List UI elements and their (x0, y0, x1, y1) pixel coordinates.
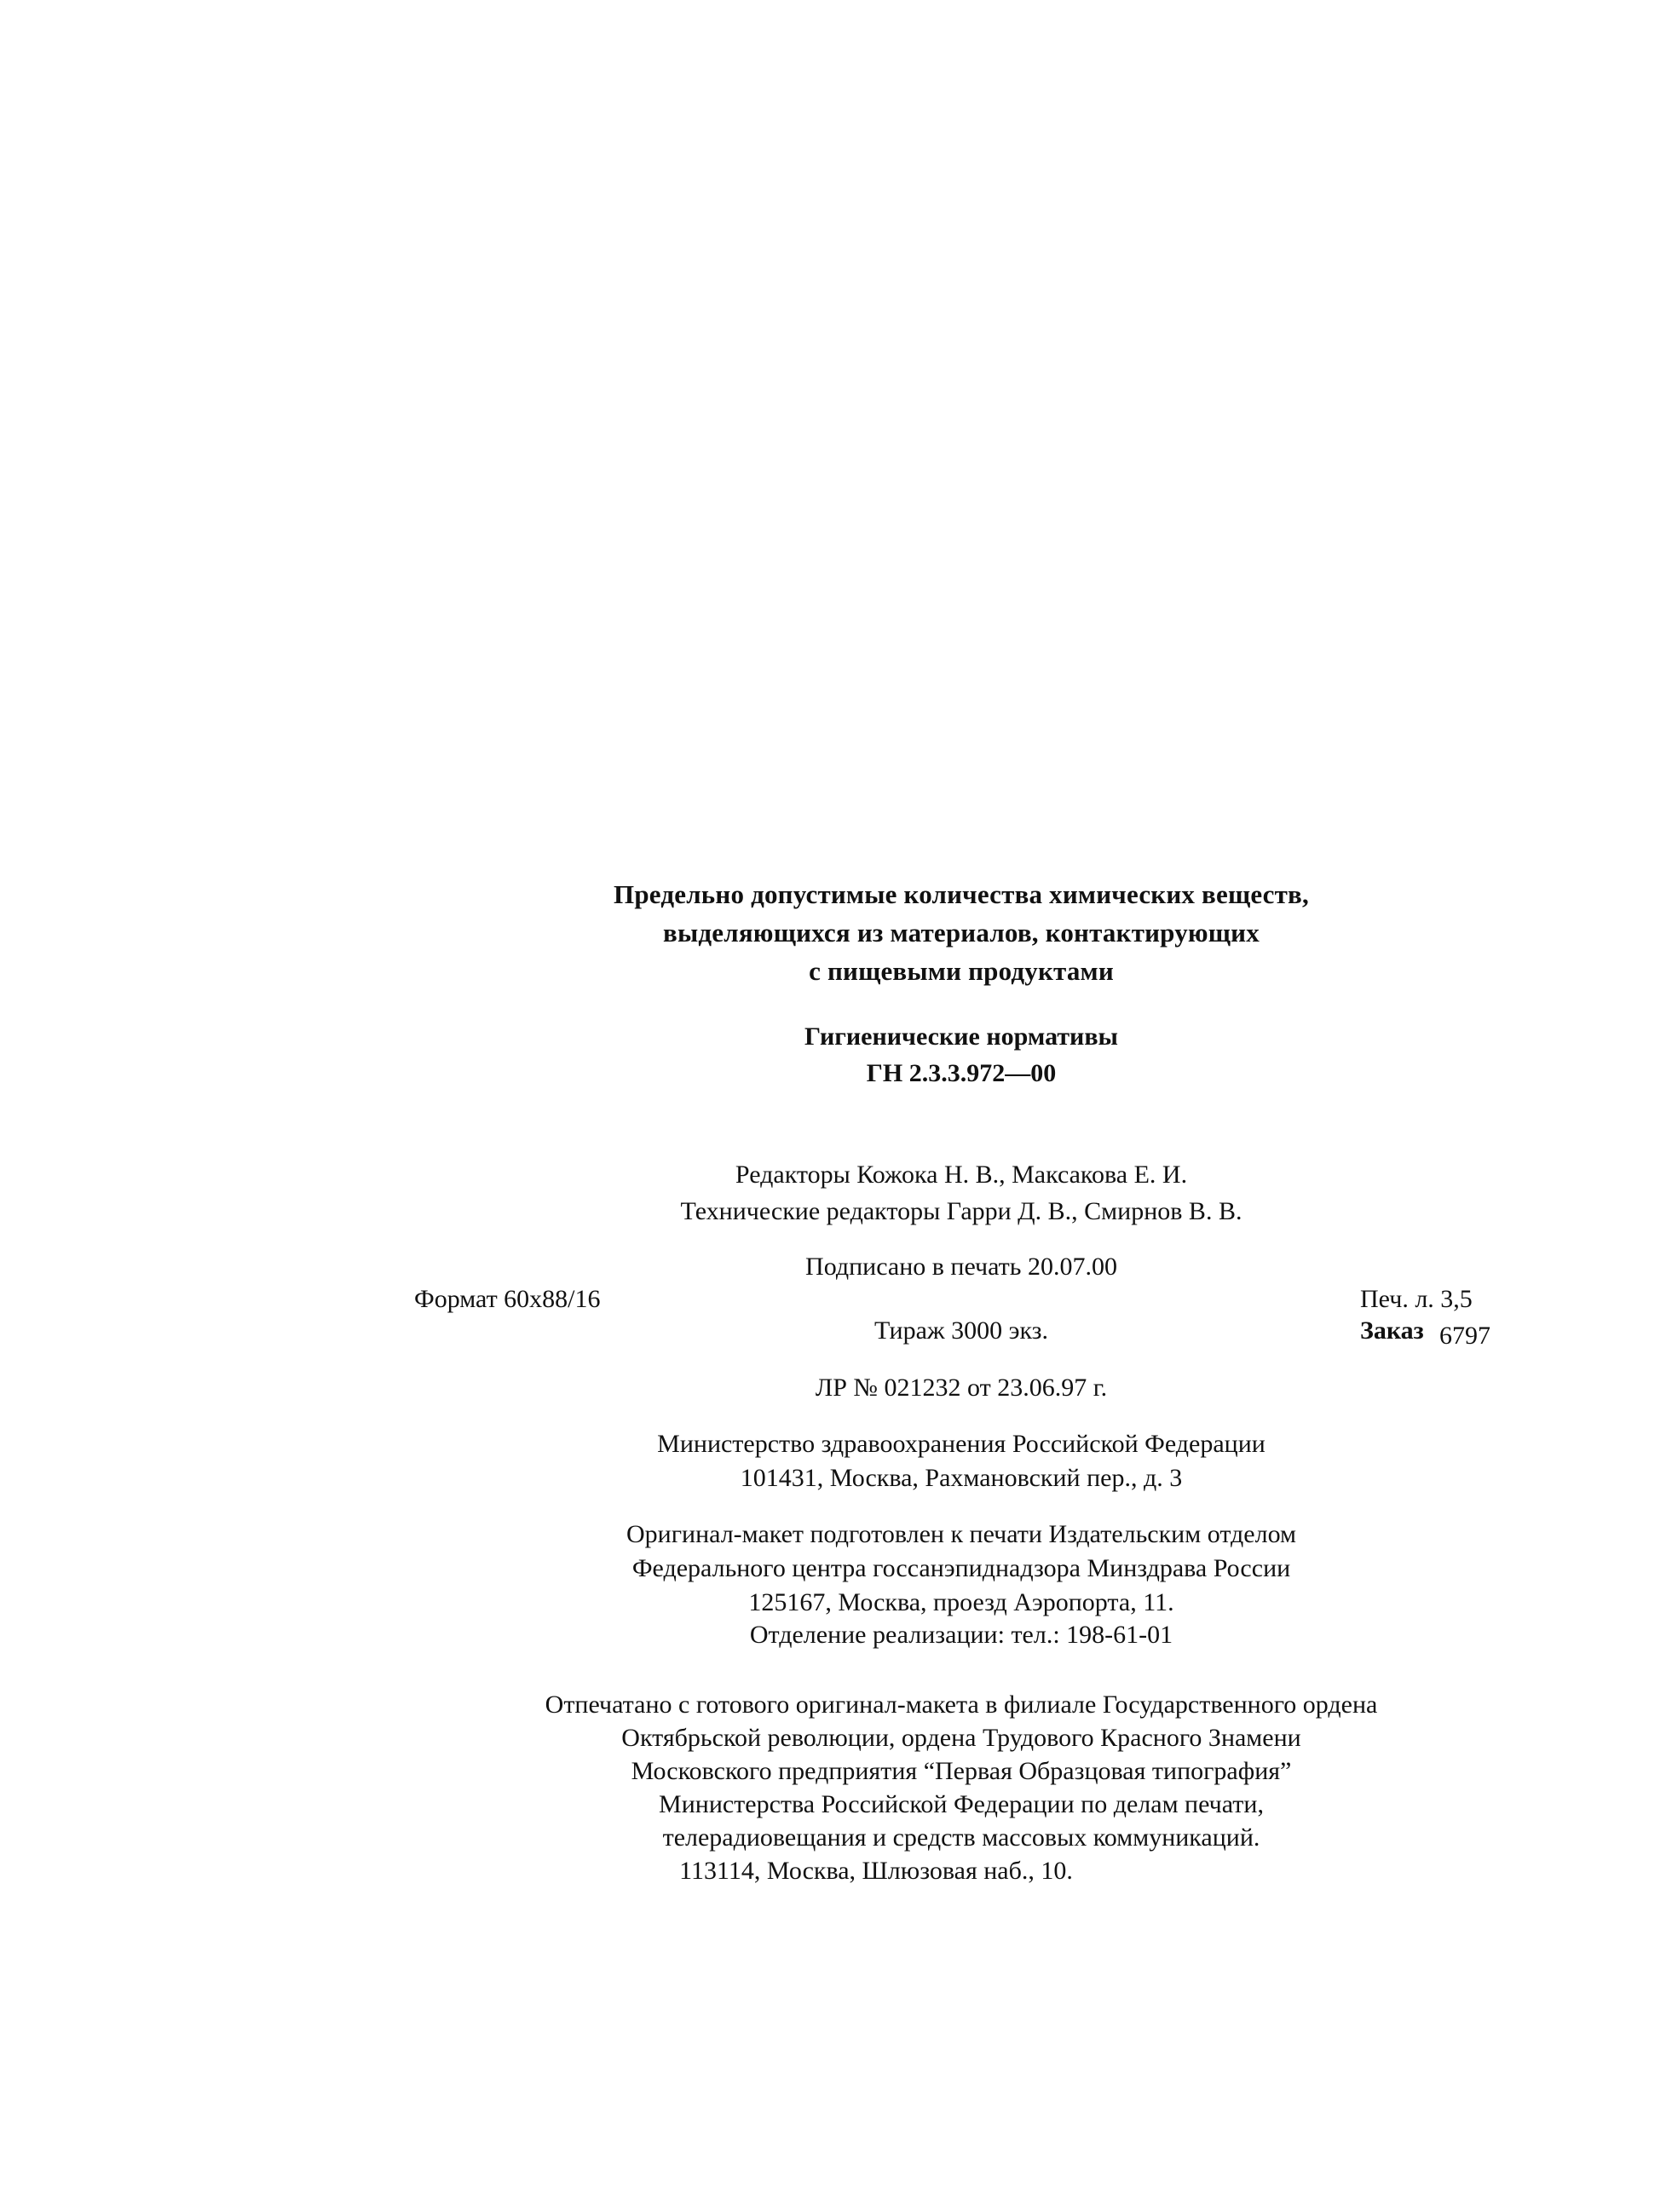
tech-editors-line: Технические редакторы Гарри Д. В., Смирнов В. В. (680, 1197, 1242, 1225)
order-label: Заказ (1360, 1316, 1424, 1345)
paper-format: Формат 60x88/16 (414, 1285, 601, 1313)
subtitle-line-1: Гигиенические нормативы (804, 1022, 1118, 1051)
printer-line-3: Московского предприятия “Первая Образцовая типография” (631, 1757, 1292, 1785)
printer-line-1: Отпечатано с готового оригинал-макета в филиале Государственного ордена (545, 1691, 1378, 1719)
circulation: Тираж 3000 экз. (873, 1316, 1049, 1345)
title-line-1: Предельно допустимые количества химических веществ, (614, 879, 1309, 909)
printer-line-4: Министерства Российской Федерации по делам печати, (659, 1790, 1264, 1818)
signed-for-print: Подписано в печать 20.07.00 (805, 1253, 1117, 1281)
layout-line-2: Федерального центра госсанэпиднадзора Минздрава России (631, 1554, 1291, 1582)
layout-line-1: Оригинал-макет подготовлен к печати Издательским отделом (626, 1520, 1297, 1548)
printer-address: 113114, Москва, Шлюзовая наб., 10. (679, 1857, 1073, 1885)
ministry-address: 101431, Москва, Рахмановский пер., д. 3 (740, 1464, 1183, 1492)
order-number: 6797 (1439, 1322, 1490, 1350)
sales-phone: Отделение реализации: тел.: 198-61-01 (749, 1621, 1173, 1649)
printer-line-2: Октябрьской революции, ордена Трудового Красного Знамени (621, 1724, 1301, 1752)
ministry-name: Министерство здравоохранения Российской Федерации (657, 1430, 1266, 1458)
editors-line: Редакторы Кожока Н. В., Максакова Е. И. (735, 1161, 1188, 1189)
title-line-2: выделяющихся из материалов, контактирующих (663, 918, 1260, 948)
title-line-3: с пищевыми продуктами (809, 956, 1114, 986)
layout-address: 125167, Москва, проезд Аэропорта, 11. (748, 1588, 1174, 1616)
document-code: ГН 2.3.3.972—00 (866, 1059, 1057, 1087)
printed-sheets: Печ. л. 3,5 (1360, 1285, 1473, 1313)
printer-line-5: телерадиовещания и средств массовых коммуникаций. (662, 1823, 1260, 1852)
license-number: ЛР № 021232 от 23.06.97 г. (815, 1374, 1108, 1402)
